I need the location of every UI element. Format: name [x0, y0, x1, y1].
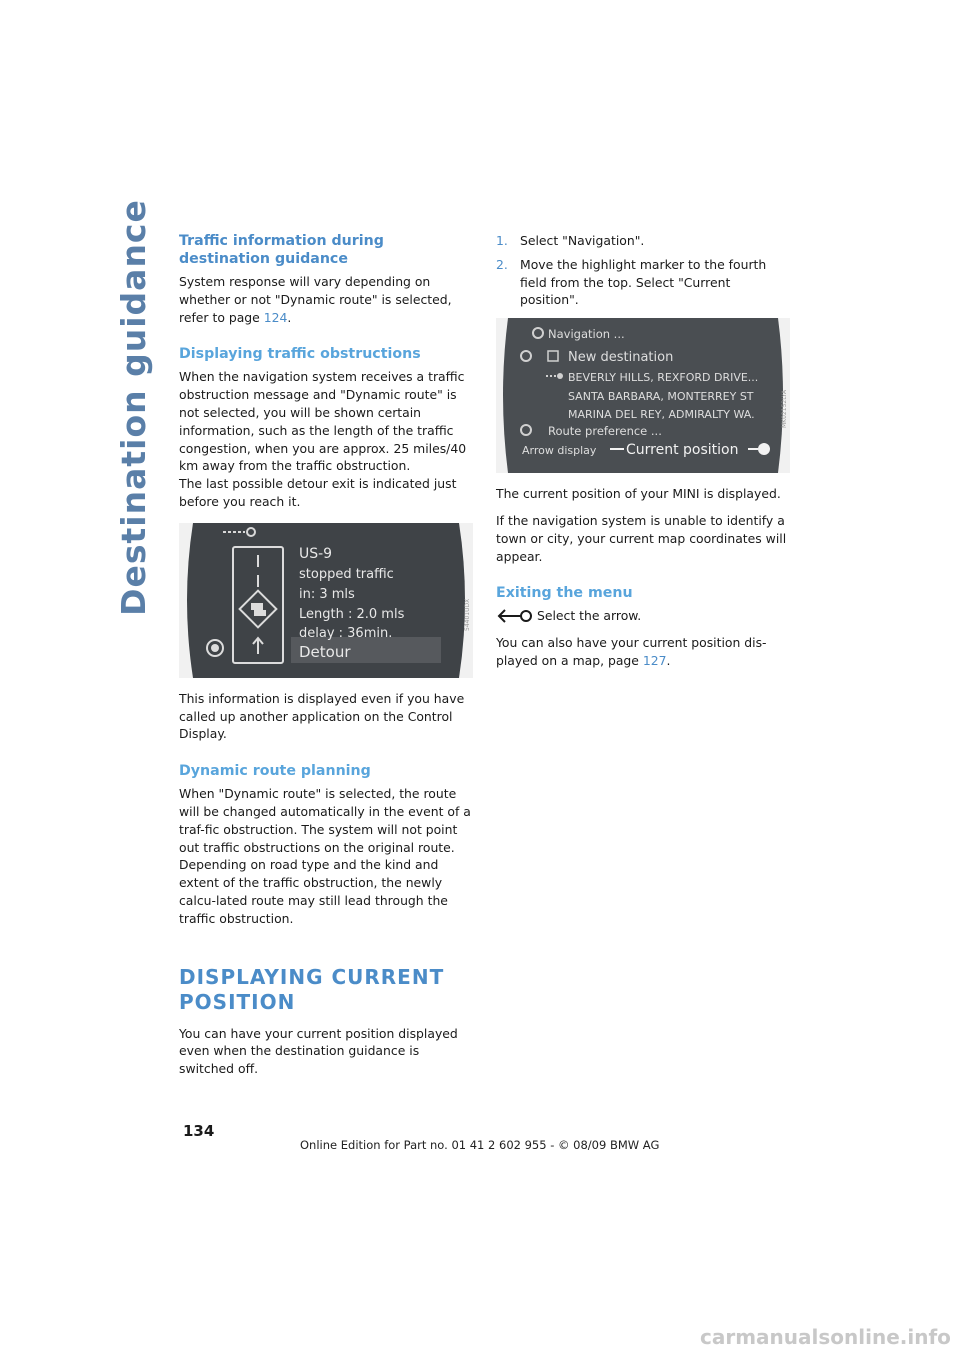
screen-length: Length : 2.0 mls: [299, 606, 405, 622]
sidebar-title: Destination guidance: [113, 199, 153, 616]
heading-exiting-menu: Exiting the menu: [496, 585, 633, 602]
paragraph-obstructions-2: The last possible detour exit is indicated just before you reach it.: [179, 476, 457, 509]
current-position-marker-icon: [758, 443, 770, 455]
paragraph-map-coordinates: If the navigation system is unable to identify a town or city, your current map coordinates will appear.: [496, 512, 787, 564]
image-code-2: MK02152LYA: [781, 390, 788, 429]
screen-delay: delay : 36min.: [299, 625, 393, 641]
paragraph-traffic-info: System response will vary depending on whether or not "Dynamic route" is selected, refer to page 124.: [179, 274, 452, 325]
step-1: 1. Select "Navigation".: [496, 233, 645, 248]
heading-displaying-traffic-obstructions: Displaying traffic obstructions: [179, 346, 421, 363]
navigation-menu-screen: [496, 318, 790, 473]
step-2: 2. Move the highlight marker to the fourth field from the top. Select "Current position".: [496, 256, 767, 308]
steps-list: [496, 232, 792, 309]
back-arrow-icon: [496, 608, 532, 624]
traffic-obstruction-screen: [179, 523, 473, 678]
paragraph-current-position: You can have your current position displayed even when the destination guidance is switched off.: [179, 1025, 458, 1077]
page-link-127[interactable]: 127: [642, 652, 667, 668]
footer-edition: Online Edition for Part no. 01 41 2 602 955 - © 08/09 BMW AG: [300, 1138, 660, 1152]
paragraph-map-position: You can also have your current position dis-played on a map, page 127.: [496, 635, 767, 668]
image-code: 54401UDX: [464, 598, 471, 631]
paragraph-obstructions-1: When the navigation system receives a traffic obstruction message and "Dynamic route" is not selected, you will be shown certain information, such as the length of the traffic congestion, when you are approx. 25 miles/40 km away from the traffic obstruction.: [179, 369, 467, 474]
paragraph-select-arrow: Select the arrow.: [496, 607, 792, 625]
heading-traffic-information: Traffic information during destination guidance: [179, 233, 384, 267]
menu-arrow-display: Arrow display: [522, 444, 597, 458]
paragraph-dynamic-route: When "Dynamic route" is selected, the route will be changed automatically in the event of a traf-fic obstruction. The system will not point out traffic obstructions on the original route. Depending on road type and the kind and extent of the traffic obstruction, the newly calcu-lated route may still lead through the traffic obstruction.: [179, 786, 471, 926]
left-column: [179, 232, 475, 1087]
paragraph-control-display: This information is displayed even if you have called up another application on the Control Display.: [179, 690, 465, 742]
right-column: [496, 232, 792, 679]
watermark: carmanualsonline.info: [700, 1325, 951, 1349]
menu-navigation: Navigation ...: [548, 327, 625, 342]
screen-distance: in: 3 mls: [299, 586, 355, 602]
menu-route-preference: Route preference ...: [548, 424, 662, 439]
page-link-124[interactable]: 124: [263, 309, 288, 325]
screen-status: stopped traffic: [299, 566, 394, 582]
screen-road: US-9: [299, 545, 333, 562]
menu-current-position: Current position: [626, 442, 739, 459]
menu-destination-2: SANTA BARBARA, MONTERREY ST: [568, 390, 754, 404]
screen-detour: Detour: [299, 642, 351, 661]
menu-new-destination: New destination: [568, 350, 674, 366]
menu-destination-3: MARINA DEL REY, ADMIRALTY WA.: [568, 408, 755, 422]
menu-destination-1: BEVERLY HILLS, REXFORD DRIVE...: [568, 371, 759, 385]
heading-dynamic-route-planning: Dynamic route planning: [179, 763, 371, 780]
heading-displaying-current-position: DISPLAYING CURRENT POSITION: [179, 964, 445, 1014]
paragraph-position-displayed: The current position of your MINI is displayed.: [496, 486, 781, 502]
page-number: 134: [183, 1122, 215, 1140]
